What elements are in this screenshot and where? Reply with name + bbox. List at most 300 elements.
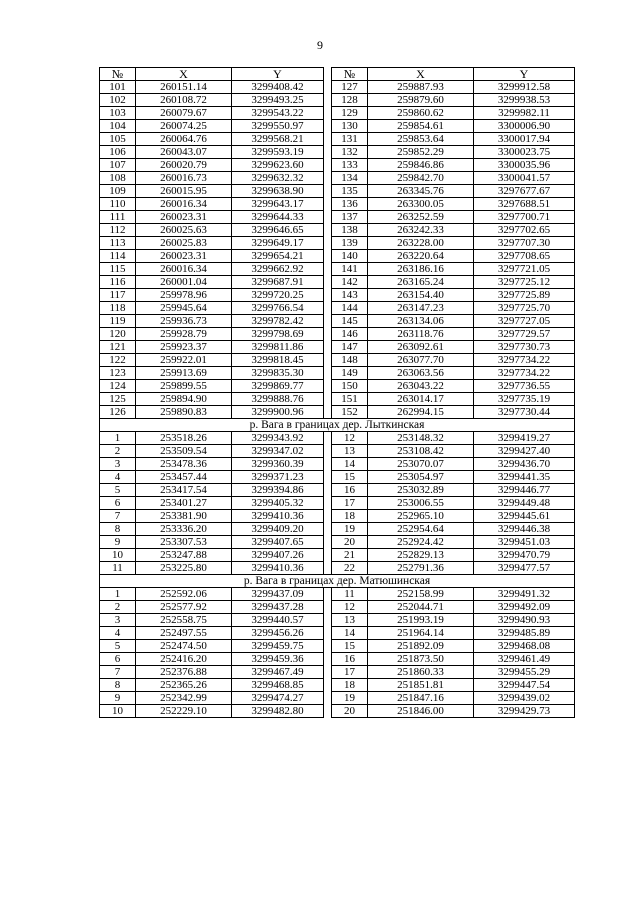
- column-spacer: [324, 250, 332, 263]
- x-coordinate-right: 251851.81: [368, 679, 474, 692]
- column-spacer: [324, 588, 332, 601]
- coordinates-table-body: [100, 68, 575, 718]
- column-spacer: [324, 172, 332, 185]
- x-coordinate-left: 253336.20: [136, 523, 232, 536]
- point-number-left: 9: [100, 536, 136, 549]
- point-number-left: 6: [100, 497, 136, 510]
- y-coordinate-right: 3299491.32: [474, 588, 575, 601]
- y-coordinate-left: 3299408.42: [232, 81, 324, 94]
- y-coordinate-right: 3297725.12: [474, 276, 575, 289]
- x-coordinate-left: 260016.34: [136, 263, 232, 276]
- table-row: [100, 510, 575, 523]
- section-title-row: [100, 575, 575, 588]
- y-coordinate-right: 3300017.94: [474, 133, 575, 146]
- point-number-right: 135: [332, 185, 368, 198]
- table-row: [100, 523, 575, 536]
- point-number-right: 17: [332, 666, 368, 679]
- x-coordinate-left: 259928.79: [136, 328, 232, 341]
- table-row: [100, 250, 575, 263]
- point-number-right: 18: [332, 679, 368, 692]
- table-row: [100, 692, 575, 705]
- x-coordinate-left: 252592.06: [136, 588, 232, 601]
- point-number-right: 139: [332, 237, 368, 250]
- y-coordinate-left: 3299474.27: [232, 692, 324, 705]
- point-number-left: 5: [100, 640, 136, 653]
- x-coordinate-right: 263165.24: [368, 276, 474, 289]
- table-row: [100, 549, 575, 562]
- column-spacer: [324, 302, 332, 315]
- x-coordinate-left: 252577.92: [136, 601, 232, 614]
- column-spacer: [324, 679, 332, 692]
- point-number-left: 7: [100, 510, 136, 523]
- y-coordinate-left: 3299888.76: [232, 393, 324, 406]
- point-number-left: 3: [100, 614, 136, 627]
- y-coordinate-left: 3299798.69: [232, 328, 324, 341]
- point-number-right: 13: [332, 614, 368, 627]
- x-coordinate-left: 260043.07: [136, 146, 232, 159]
- header-number-left: №: [100, 68, 136, 81]
- y-coordinate-right: 3297700.71: [474, 211, 575, 224]
- x-coordinate-right: 259879.60: [368, 94, 474, 107]
- header-x-left: X: [136, 68, 232, 81]
- x-coordinate-left: 260108.72: [136, 94, 232, 107]
- y-coordinate-left: 3299409.20: [232, 523, 324, 536]
- y-coordinate-left: 3299818.45: [232, 354, 324, 367]
- point-number-right: 140: [332, 250, 368, 263]
- x-coordinate-left: 259913.69: [136, 367, 232, 380]
- table-row: [100, 276, 575, 289]
- column-spacer: [324, 497, 332, 510]
- point-number-right: 133: [332, 159, 368, 172]
- y-coordinate-right: 3299427.40: [474, 445, 575, 458]
- y-coordinate-left: 3299456.26: [232, 627, 324, 640]
- table-row: [100, 315, 575, 328]
- y-coordinate-left: 3299468.85: [232, 679, 324, 692]
- coordinates-table: [99, 67, 575, 718]
- column-spacer: [324, 549, 332, 562]
- y-coordinate-left: 3299649.17: [232, 237, 324, 250]
- y-coordinate-right: 3299455.29: [474, 666, 575, 679]
- y-coordinate-right: 3299441.35: [474, 471, 575, 484]
- table-row: [100, 614, 575, 627]
- column-spacer: [324, 471, 332, 484]
- point-number-left: 112: [100, 224, 136, 237]
- x-coordinate-right: 252791.36: [368, 562, 474, 575]
- x-coordinate-right: 263186.16: [368, 263, 474, 276]
- x-coordinate-right: 263300.05: [368, 198, 474, 211]
- y-coordinate-left: 3299493.25: [232, 94, 324, 107]
- y-coordinate-right: 3297688.51: [474, 198, 575, 211]
- x-coordinate-left: 259899.55: [136, 380, 232, 393]
- table-row: [100, 341, 575, 354]
- point-number-right: 152: [332, 406, 368, 419]
- x-coordinate-left: 253401.27: [136, 497, 232, 510]
- y-coordinate-left: 3299410.36: [232, 562, 324, 575]
- x-coordinate-right: 259842.70: [368, 172, 474, 185]
- x-coordinate-left: 260023.31: [136, 211, 232, 224]
- column-spacer: [324, 315, 332, 328]
- x-coordinate-right: 259846.86: [368, 159, 474, 172]
- point-number-right: 130: [332, 120, 368, 133]
- header-x-right: X: [368, 68, 474, 81]
- point-number-right: 127: [332, 81, 368, 94]
- point-number-right: 16: [332, 484, 368, 497]
- y-coordinate-right: 3297727.05: [474, 315, 575, 328]
- x-coordinate-left: 253518.26: [136, 432, 232, 445]
- y-coordinate-left: 3299720.25: [232, 289, 324, 302]
- x-coordinate-right: 251847.16: [368, 692, 474, 705]
- point-number-right: 150: [332, 380, 368, 393]
- column-spacer: [324, 341, 332, 354]
- table-row: [100, 432, 575, 445]
- point-number-left: 116: [100, 276, 136, 289]
- y-coordinate-right: 3297729.57: [474, 328, 575, 341]
- y-coordinate-left: 3299623.60: [232, 159, 324, 172]
- column-spacer: [324, 237, 332, 250]
- table-row: [100, 211, 575, 224]
- y-coordinate-right: 3299477.57: [474, 562, 575, 575]
- y-coordinate-right: 3297725.70: [474, 302, 575, 315]
- x-coordinate-left: 260025.63: [136, 224, 232, 237]
- table-row: [100, 172, 575, 185]
- x-coordinate-right: 262994.15: [368, 406, 474, 419]
- column-spacer: [324, 120, 332, 133]
- x-coordinate-left: 259894.90: [136, 393, 232, 406]
- table-header-row: [100, 68, 575, 81]
- point-number-right: 148: [332, 354, 368, 367]
- point-number-left: 122: [100, 354, 136, 367]
- y-coordinate-left: 3299347.02: [232, 445, 324, 458]
- point-number-left: 115: [100, 263, 136, 276]
- point-number-left: 111: [100, 211, 136, 224]
- point-number-right: 14: [332, 627, 368, 640]
- y-coordinate-right: 3297707.30: [474, 237, 575, 250]
- table-row: [100, 81, 575, 94]
- table-row: [100, 367, 575, 380]
- point-number-left: 103: [100, 107, 136, 120]
- point-number-left: 109: [100, 185, 136, 198]
- point-number-right: 141: [332, 263, 368, 276]
- x-coordinate-left: 260016.73: [136, 172, 232, 185]
- point-number-left: 120: [100, 328, 136, 341]
- x-coordinate-left: 260151.14: [136, 81, 232, 94]
- y-coordinate-left: 3299811.86: [232, 341, 324, 354]
- y-coordinate-left: 3299459.36: [232, 653, 324, 666]
- point-number-left: 104: [100, 120, 136, 133]
- x-coordinate-left: 260015.95: [136, 185, 232, 198]
- y-coordinate-right: 3299938.53: [474, 94, 575, 107]
- table-row: [100, 588, 575, 601]
- column-spacer: [324, 705, 332, 718]
- y-coordinate-left: 3299405.32: [232, 497, 324, 510]
- y-coordinate-right: 3297735.19: [474, 393, 575, 406]
- point-number-left: 10: [100, 549, 136, 562]
- point-number-right: 132: [332, 146, 368, 159]
- x-coordinate-right: 259860.62: [368, 107, 474, 120]
- y-coordinate-right: 3299451.03: [474, 536, 575, 549]
- y-coordinate-right: 3299490.93: [474, 614, 575, 627]
- y-coordinate-right: 3300023.75: [474, 146, 575, 159]
- x-coordinate-right: 259854.61: [368, 120, 474, 133]
- point-number-left: 11: [100, 562, 136, 575]
- point-number-left: 105: [100, 133, 136, 146]
- y-coordinate-right: 3297708.65: [474, 250, 575, 263]
- y-coordinate-left: 3299410.36: [232, 510, 324, 523]
- point-number-left: 7: [100, 666, 136, 679]
- x-coordinate-left: 253417.54: [136, 484, 232, 497]
- y-coordinate-left: 3299782.42: [232, 315, 324, 328]
- y-coordinate-right: 3299439.02: [474, 692, 575, 705]
- column-spacer: [324, 185, 332, 198]
- x-coordinate-left: 253225.80: [136, 562, 232, 575]
- x-coordinate-right: 263063.56: [368, 367, 474, 380]
- point-number-left: 119: [100, 315, 136, 328]
- point-number-right: 12: [332, 432, 368, 445]
- point-number-left: 3: [100, 458, 136, 471]
- x-coordinate-right: 263345.76: [368, 185, 474, 198]
- point-number-left: 113: [100, 237, 136, 250]
- y-coordinate-left: 3299643.17: [232, 198, 324, 211]
- table-row: [100, 484, 575, 497]
- x-coordinate-right: 253032.89: [368, 484, 474, 497]
- table-row: [100, 705, 575, 718]
- y-coordinate-left: 3299407.26: [232, 549, 324, 562]
- table-row: [100, 497, 575, 510]
- x-coordinate-left: 260016.34: [136, 198, 232, 211]
- y-coordinate-left: 3299632.32: [232, 172, 324, 185]
- table-row: [100, 263, 575, 276]
- y-coordinate-right: 3297734.22: [474, 354, 575, 367]
- x-coordinate-left: 253247.88: [136, 549, 232, 562]
- y-coordinate-left: 3299662.92: [232, 263, 324, 276]
- point-number-left: 124: [100, 380, 136, 393]
- y-coordinate-right: 3300035.96: [474, 159, 575, 172]
- column-spacer: [324, 445, 332, 458]
- table-row: [100, 393, 575, 406]
- x-coordinate-left: 260074.25: [136, 120, 232, 133]
- column-spacer: [324, 133, 332, 146]
- table-row: [100, 380, 575, 393]
- column-spacer: [324, 510, 332, 523]
- y-coordinate-left: 3299371.23: [232, 471, 324, 484]
- column-spacer: [324, 432, 332, 445]
- table-row: [100, 328, 575, 341]
- table-row: [100, 237, 575, 250]
- y-coordinate-right: 3299419.27: [474, 432, 575, 445]
- x-coordinate-right: 263252.59: [368, 211, 474, 224]
- table-row: [100, 536, 575, 549]
- column-spacer: [324, 224, 332, 237]
- x-coordinate-right: 259887.93: [368, 81, 474, 94]
- x-coordinate-right: 251846.00: [368, 705, 474, 718]
- point-number-left: 123: [100, 367, 136, 380]
- x-coordinate-right: 252044.71: [368, 601, 474, 614]
- x-coordinate-left: 253509.54: [136, 445, 232, 458]
- y-coordinate-right: 3297730.73: [474, 341, 575, 354]
- point-number-right: 151: [332, 393, 368, 406]
- column-spacer: [324, 263, 332, 276]
- column-spacer: [324, 406, 332, 419]
- y-coordinate-left: 3299900.96: [232, 406, 324, 419]
- y-coordinate-left: 3299593.19: [232, 146, 324, 159]
- table-row: [100, 601, 575, 614]
- table-row: [100, 458, 575, 471]
- x-coordinate-left: 253307.53: [136, 536, 232, 549]
- table-row: [100, 471, 575, 484]
- y-coordinate-left: 3299766.54: [232, 302, 324, 315]
- y-coordinate-left: 3299543.22: [232, 107, 324, 120]
- table-row: [100, 120, 575, 133]
- table-row: [100, 445, 575, 458]
- x-coordinate-left: 260064.76: [136, 133, 232, 146]
- x-coordinate-left: 259945.64: [136, 302, 232, 315]
- y-coordinate-right: 3299445.61: [474, 510, 575, 523]
- x-coordinate-right: 251964.14: [368, 627, 474, 640]
- column-spacer: [324, 68, 332, 81]
- y-coordinate-right: 3297730.44: [474, 406, 575, 419]
- point-number-right: 12: [332, 601, 368, 614]
- y-coordinate-left: 3299835.30: [232, 367, 324, 380]
- point-number-left: 9: [100, 692, 136, 705]
- y-coordinate-right: 3299446.38: [474, 523, 575, 536]
- point-number-right: 142: [332, 276, 368, 289]
- point-number-right: 18: [332, 510, 368, 523]
- point-number-left: 2: [100, 601, 136, 614]
- table-row: [100, 107, 575, 120]
- point-number-left: 8: [100, 679, 136, 692]
- section-title: р. Вага в границах дер. Матюшинская: [100, 575, 575, 588]
- y-coordinate-left: 3299394.86: [232, 484, 324, 497]
- table-row: [100, 679, 575, 692]
- x-coordinate-right: 263092.61: [368, 341, 474, 354]
- x-coordinate-right: 251860.33: [368, 666, 474, 679]
- y-coordinate-left: 3299437.09: [232, 588, 324, 601]
- x-coordinate-right: 263134.06: [368, 315, 474, 328]
- point-number-left: 4: [100, 471, 136, 484]
- x-coordinate-left: 259978.96: [136, 289, 232, 302]
- point-number-left: 118: [100, 302, 136, 315]
- y-coordinate-right: 3299446.77: [474, 484, 575, 497]
- point-number-right: 17: [332, 497, 368, 510]
- y-coordinate-left: 3299644.33: [232, 211, 324, 224]
- point-number-left: 125: [100, 393, 136, 406]
- header-y-right: Y: [474, 68, 575, 81]
- point-number-right: 19: [332, 692, 368, 705]
- x-coordinate-left: 260023.31: [136, 250, 232, 263]
- y-coordinate-left: 3299869.77: [232, 380, 324, 393]
- point-number-right: 147: [332, 341, 368, 354]
- y-coordinate-left: 3299687.91: [232, 276, 324, 289]
- x-coordinate-right: 252158.99: [368, 588, 474, 601]
- column-spacer: [324, 627, 332, 640]
- column-spacer: [324, 640, 332, 653]
- x-coordinate-right: 263242.33: [368, 224, 474, 237]
- x-coordinate-left: 260001.04: [136, 276, 232, 289]
- y-coordinate-left: 3299550.97: [232, 120, 324, 133]
- point-number-left: 114: [100, 250, 136, 263]
- column-spacer: [324, 328, 332, 341]
- x-coordinate-right: 263077.70: [368, 354, 474, 367]
- x-coordinate-right: 252924.42: [368, 536, 474, 549]
- x-coordinate-right: 251892.09: [368, 640, 474, 653]
- point-number-right: 129: [332, 107, 368, 120]
- y-coordinate-right: 3297725.89: [474, 289, 575, 302]
- point-number-right: 131: [332, 133, 368, 146]
- point-number-left: 6: [100, 653, 136, 666]
- y-coordinate-left: 3299482.80: [232, 705, 324, 718]
- point-number-right: 21: [332, 549, 368, 562]
- point-number-right: 14: [332, 458, 368, 471]
- table-row: [100, 185, 575, 198]
- column-spacer: [324, 523, 332, 536]
- page-number: 9: [317, 38, 323, 52]
- column-spacer: [324, 211, 332, 224]
- x-coordinate-left: 259923.37: [136, 341, 232, 354]
- table-row: [100, 640, 575, 653]
- table-row: [100, 562, 575, 575]
- section-title-row: [100, 419, 575, 432]
- x-coordinate-right: 263014.17: [368, 393, 474, 406]
- column-spacer: [324, 666, 332, 679]
- point-number-right: 22: [332, 562, 368, 575]
- point-number-left: 5: [100, 484, 136, 497]
- y-coordinate-right: 3299912.58: [474, 81, 575, 94]
- x-coordinate-left: 252376.88: [136, 666, 232, 679]
- table-row: [100, 302, 575, 315]
- table-row: [100, 354, 575, 367]
- point-number-left: 126: [100, 406, 136, 419]
- point-number-right: 143: [332, 289, 368, 302]
- x-coordinate-left: 260079.67: [136, 107, 232, 120]
- point-number-right: 149: [332, 367, 368, 380]
- column-spacer: [324, 198, 332, 211]
- y-coordinate-right: 3300006.90: [474, 120, 575, 133]
- point-number-left: 101: [100, 81, 136, 94]
- x-coordinate-left: 259936.73: [136, 315, 232, 328]
- column-spacer: [324, 81, 332, 94]
- x-coordinate-right: 263228.00: [368, 237, 474, 250]
- y-coordinate-right: 3297736.55: [474, 380, 575, 393]
- y-coordinate-right: 3299447.54: [474, 679, 575, 692]
- section-title: р. Вага в границах дер. Лыткинская: [100, 419, 575, 432]
- point-number-left: 106: [100, 146, 136, 159]
- point-number-left: 2: [100, 445, 136, 458]
- y-coordinate-right: 3297677.67: [474, 185, 575, 198]
- x-coordinate-left: 260020.79: [136, 159, 232, 172]
- column-spacer: [324, 562, 332, 575]
- y-coordinate-left: 3299646.65: [232, 224, 324, 237]
- column-spacer: [324, 146, 332, 159]
- column-spacer: [324, 380, 332, 393]
- header-number-right: №: [332, 68, 368, 81]
- point-number-right: 15: [332, 471, 368, 484]
- x-coordinate-right: 263220.64: [368, 250, 474, 263]
- point-number-left: 107: [100, 159, 136, 172]
- column-spacer: [324, 614, 332, 627]
- point-number-right: 144: [332, 302, 368, 315]
- column-spacer: [324, 536, 332, 549]
- x-coordinate-left: 252365.26: [136, 679, 232, 692]
- x-coordinate-left: 252474.50: [136, 640, 232, 653]
- point-number-right: 15: [332, 640, 368, 653]
- y-coordinate-left: 3299654.21: [232, 250, 324, 263]
- x-coordinate-right: 263043.22: [368, 380, 474, 393]
- x-coordinate-right: 253054.97: [368, 471, 474, 484]
- column-spacer: [324, 354, 332, 367]
- y-coordinate-right: 3300041.57: [474, 172, 575, 185]
- x-coordinate-left: 259890.83: [136, 406, 232, 419]
- point-number-left: 10: [100, 705, 136, 718]
